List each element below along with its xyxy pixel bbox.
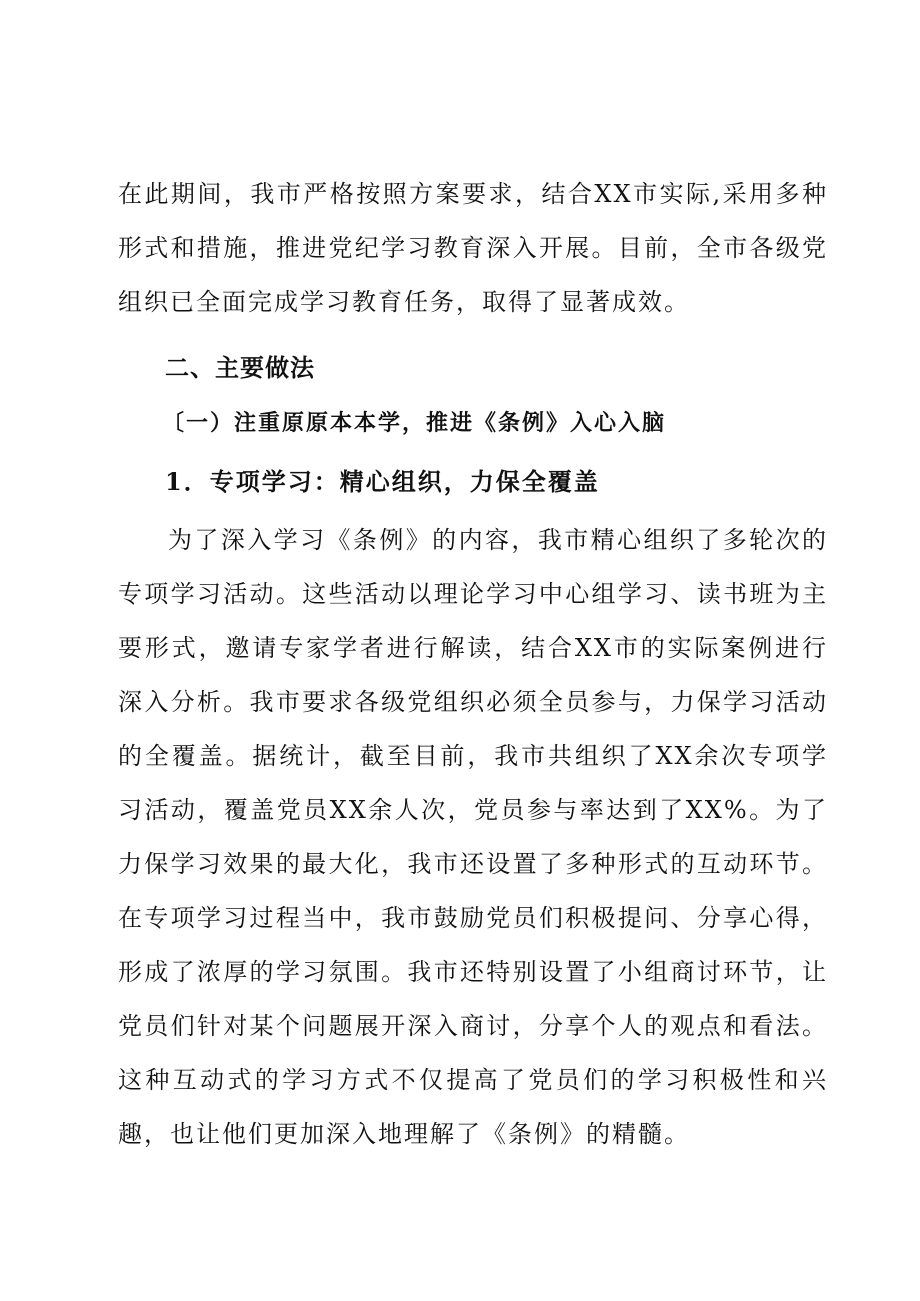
intro-paragraph: 在此期间，我市严格按照方案要求，结合XX市实际,采用多种形式和措施，推进党纪学习教育深入开展。目前，全市各级党组织已全面完成学习教育任务，取得了显著成效。 [118, 180, 828, 316]
body-paragraph: 为了深入学习《条例》的内容，我市精心组织了多轮次的专项学习活动。这些活动以理论学习中心组学习、读书班为主要形式，邀请专家学者进行解读，结合XX市的实际案例进行深入分析。我市要求各级党组织必须全员参与，力保学习活动的全覆盖。据统计，截至目前，我市共组织了XX余次专项学习活动，覆盖党员XX余人次，党员参与率达到了XX%。为了力保学习效果的最大化，我市还设置了多种形式的互动环节。在专项学习过程当中，我市鼓励党员们积极提问、分享心得，形成了浓厚的学习氛围。我市还特别设置了小组商讨环节，让党员们针对某个问题展开深入商讨，分享个人的观点和看法。这种互动式的学习方式不仅提高了党员们的学习积极性和兴趣，也让他们更加深入地理解了《条例》的精髓。 [118, 526, 828, 1148]
section-heading: 二、主要做法 [165, 354, 315, 382]
item-heading: 1．专项学习：精心组织，力保全覆盖 [165, 467, 600, 496]
subsection-heading: 〔一）注重原原本本学，推进《条例》入心入脑 [162, 410, 667, 436]
